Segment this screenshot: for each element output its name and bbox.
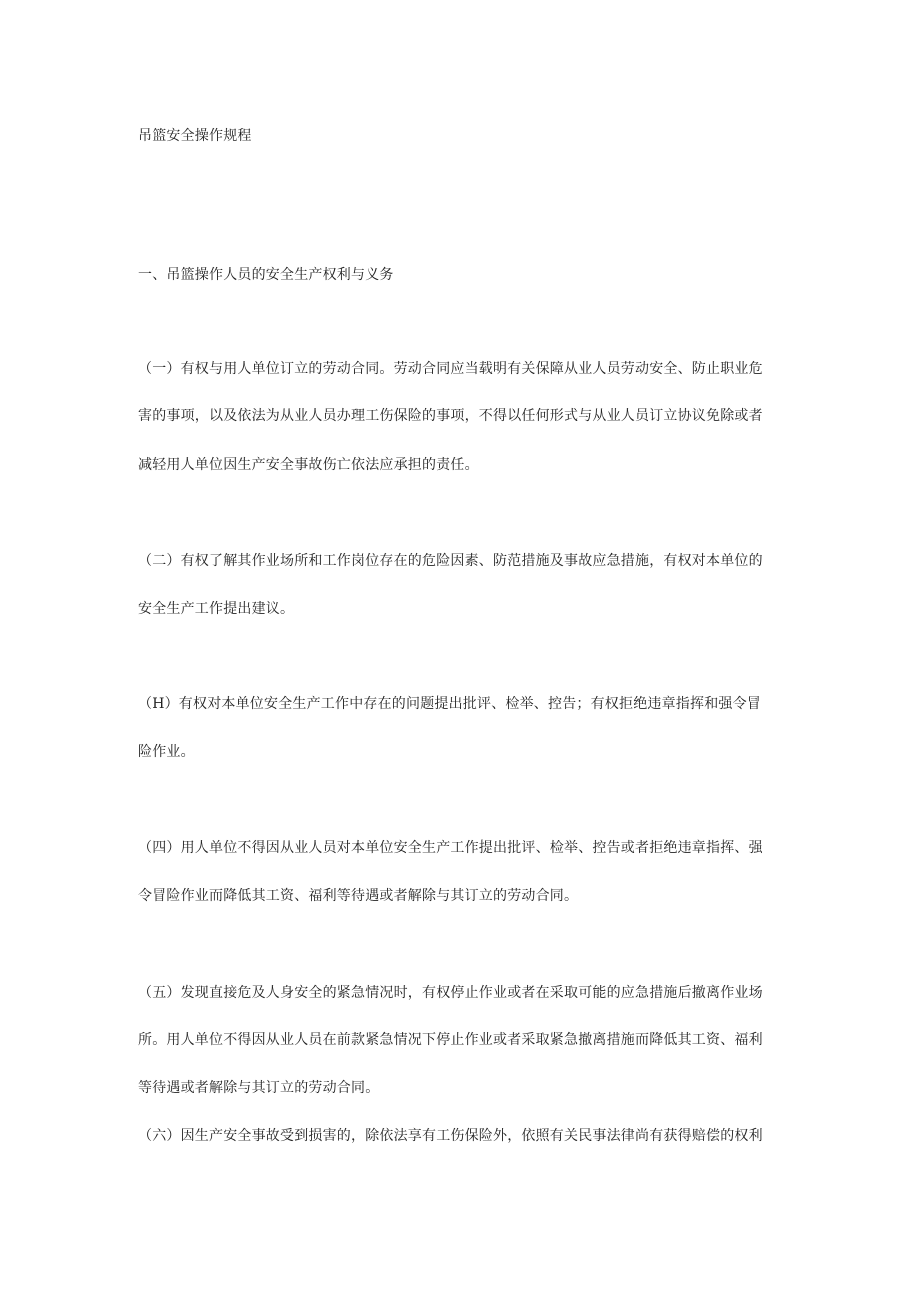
document-title: 吊篮安全操作规程	[138, 128, 252, 144]
paragraph-line: （H）有权对本单位安全生产工作中存在的问题提出批评、检举、控告；有权拒绝违章指挥和强令冒	[138, 696, 762, 712]
paragraph-line: 险作业。	[138, 744, 195, 760]
paragraph-line: 等待遇或者解除与其订立的劳动合同。	[138, 1080, 380, 1096]
paragraph-line: （六）因生产安全事故受到损害的，除依法享有工伤保险外，依照有关民事法律尚有获得赔偿的权利	[138, 1128, 763, 1144]
paragraph-line: （四）用人单位不得因从业人员对本单位安全生产工作提出批评、检举、控告或者拒绝违章指挥、强	[138, 840, 763, 856]
paragraph-line: 减轻用人单位因生产安全事故伤亡依法应承担的责任。	[138, 457, 479, 473]
paragraph-line: 害的事项，以及依法为从业人员办理工伤保险的事项，不得以任何形式与从业人员订立协议免除或者	[138, 408, 763, 424]
paragraph-line: 令冒险作业而降低其工资、福利等待遇或者解除与其订立的劳动合同。	[138, 888, 579, 904]
paragraph-line: 安全生产工作提出建议。	[138, 601, 295, 617]
paragraph-line: 所。用人单位不得因从业人员在前款紧急情况下停止作业或者采取紧急撤离措施而降低其工资、福利	[138, 1032, 763, 1048]
paragraph-line: （二）有权了解其作业场所和工作岗位存在的危险因素、防范措施及事故应急措施，有权对本单位的	[138, 553, 763, 569]
paragraph-line: （一）有权与用人单位订立的劳动合同。劳动合同应当载明有关保障从业人员劳动安全、防止职业危	[138, 361, 763, 377]
paragraph-line: （五）发现直接危及人身安全的紧急情况时，有权停止作业或者在采取可能的应急措施后撤离作业场	[138, 985, 763, 1001]
section-heading: 一、吊篮操作人员的安全生产权利与义务	[138, 267, 394, 283]
